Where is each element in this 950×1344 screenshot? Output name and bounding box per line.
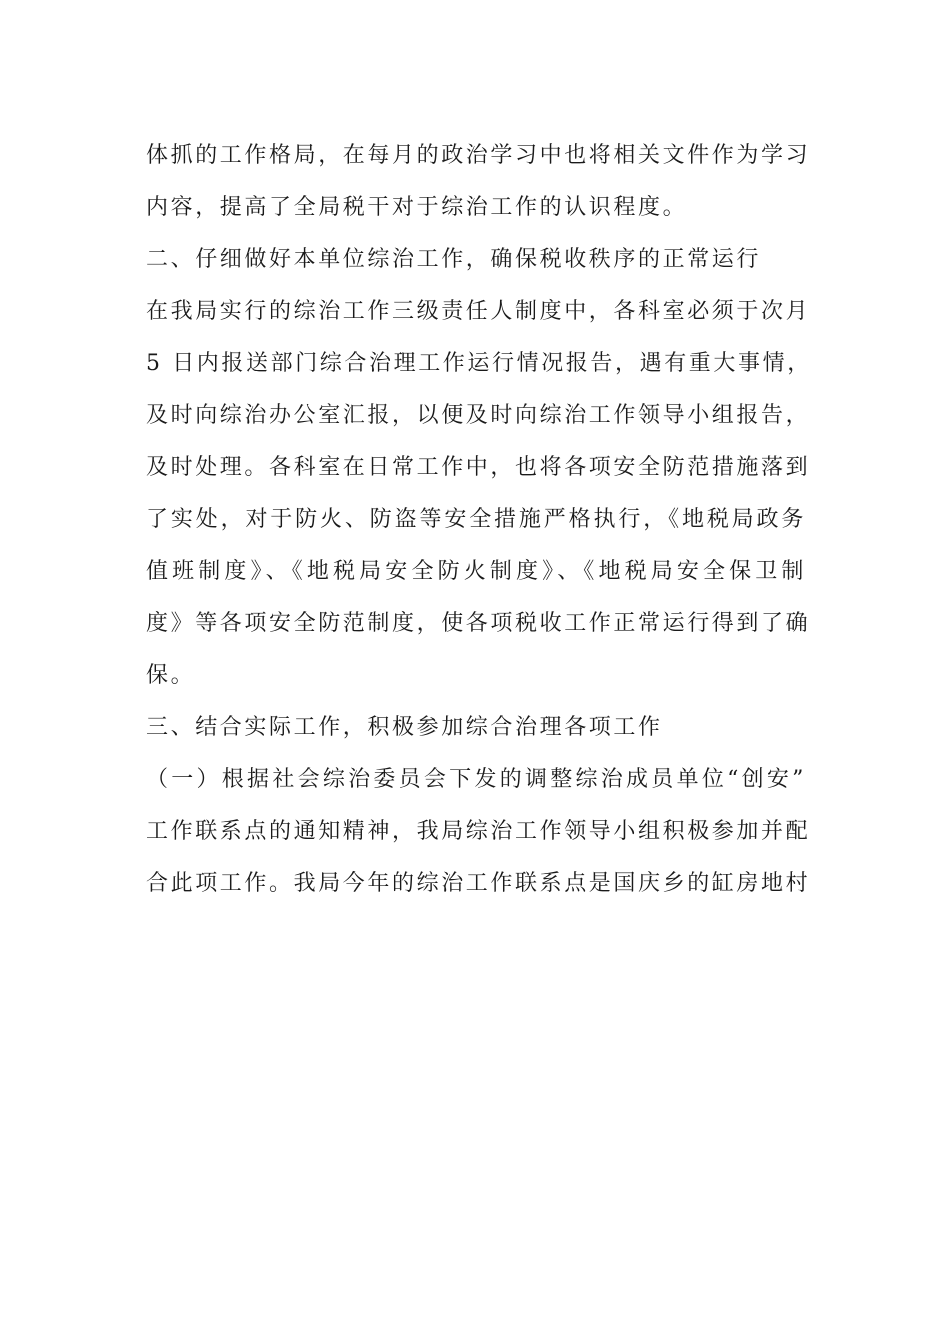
text-line: 值班制度》、《地税局安全防火制度》、《地税局安全保卫制 bbox=[146, 559, 806, 584]
section-heading: 三、结合实际工作，积极参加综合治理各项工作 bbox=[146, 715, 663, 740]
text-line: （一）根据社会综治委员会下发的调整综治成员单位“创安” bbox=[146, 767, 806, 792]
text-line: 内容，提高了全局税干对于综治工作的认识程度。 bbox=[146, 195, 688, 220]
text-line: 了实处，对于防火、防盗等安全措施严格执行，《地税局政务 bbox=[146, 507, 806, 532]
text-line: 在我局实行的综治工作三级责任人制度中，各科室必须于次月 bbox=[146, 299, 811, 324]
document-body bbox=[146, 130, 812, 910]
text-line: 及时向综治办公室汇报，以便及时向综治工作领导小组报告， bbox=[146, 403, 811, 428]
text-line: 体抓的工作格局，在每月的政治学习中也将相关文件作为学习 bbox=[146, 143, 811, 168]
text-line: 合此项工作。我局今年的综治工作联系点是国庆乡的缸房地村 bbox=[146, 871, 811, 896]
text-line: 工作联系点的通知精神，我局综治工作领导小组积极参加并配 bbox=[146, 819, 811, 844]
section-heading: 二、仔细做好本单位综治工作，确保税收秩序的正常运行 bbox=[146, 247, 762, 272]
text-line: 度》等各项安全防范制度，使各项税收工作正常运行得到了确 bbox=[146, 611, 811, 636]
text-line: 5 日内报送部门综合治理工作运行情况报告，遇有重大事情， bbox=[146, 351, 812, 376]
text-line: 及时处理。各科室在日常工作中，也将各项安全防范措施落到 bbox=[146, 455, 811, 480]
text-line: 保。 bbox=[146, 663, 196, 688]
